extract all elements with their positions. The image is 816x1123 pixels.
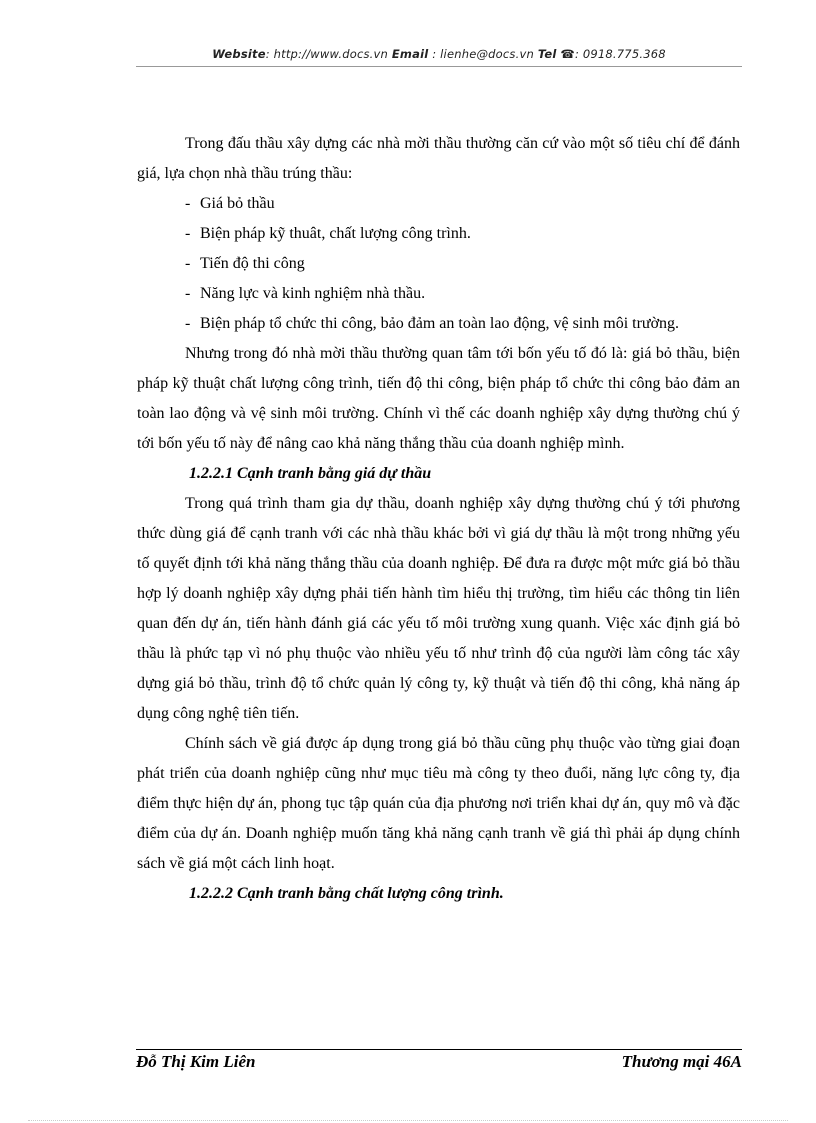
intro-paragraph: Trong đấu thầu xây dựng các nhà mời thầu thường căn cứ vào một số tiêu chí để đánh giá, lựa chọn nhà thầu trúng thầu: xyxy=(137,135,740,182)
email-value: : lienhe@docs.vn xyxy=(432,47,534,61)
footer-divider xyxy=(136,1049,742,1050)
header-divider xyxy=(136,66,742,67)
price-paragraph: Trong quá trình tham gia dự thầu, doanh nghiệp xây dựng thường chú ý tới phương thức dùng giá để cạnh tranh với các nhà thầu khác bởi vì giá dự thầu là một trong những yếu tố quyết định tới khả năng thắng thầu của doanh nghiệp. Để đưa ra được một mức giá bỏ thầu hợp lý doanh nghiệp xây dựng phải tiến hành tìm hiểu thị trường, tìm hiểu các thông tin liên quan đến dự án, tiến hành đánh giá các yếu tố môi trường xung quanh. Việc xác định giá bỏ thầu là phức tạp vì nó phụ thuộc vào nhiều yếu tố như trình độ của người làm công tác xây dựng giá bỏ thầu, trình độ tổ chức quản lý công ty, kỹ thuật và tiến độ thi công, khả năng áp dụng công nghệ tiên tiến. xyxy=(137,495,740,722)
focus-paragraph: Nhưng trong đó nhà mời thầu thường quan tâm tới bốn yếu tố đó là: giá bỏ thầu, biện pháp kỹ thuật chất lượng công trình, tiến độ thi công, biện pháp tổ chức thi công bảo đảm an toàn lao động và vệ sinh môi trường. Chính vì thế các doanh nghiệp xây dựng thường chú ý tới bốn yếu tố này để nâng cao khả năng thắng thầu của doanh nghiệp mình. xyxy=(137,345,740,452)
criteria-item: - Biện pháp kỹ thuât, chất lượng công trình. xyxy=(137,219,740,249)
tel-label: Tel xyxy=(537,47,557,61)
criteria-item: - Biện pháp tổ chức thi công, bảo đảm an toàn lao động, vệ sinh môi trường. xyxy=(137,309,740,339)
page-footer xyxy=(136,1052,742,1072)
website-label: Website xyxy=(212,47,266,61)
criteria-item: - Giá bỏ thầu xyxy=(137,189,740,219)
footer-author: Đỗ Thị Kim Liên xyxy=(136,1052,256,1071)
tel-value: : 0918.775.368 xyxy=(574,47,666,61)
section-heading: 1.2.2.1 Cạnh tranh bằng giá dự thầu xyxy=(189,465,432,482)
footer-class: Thương mại 46A xyxy=(621,1052,742,1071)
page-header xyxy=(136,47,742,61)
website-value: : http://www.docs.vn xyxy=(265,47,389,61)
bullet-dash-icon: - xyxy=(185,255,191,272)
phone-icon: ☎ xyxy=(560,47,575,61)
criteria-item: - Năng lực và kinh nghiệm nhà thầu. xyxy=(137,279,740,309)
bullet-dash-icon: - xyxy=(185,315,191,332)
email-label: Email xyxy=(391,47,429,61)
price-policy-paragraph: Chính sách về giá được áp dụng trong giá bỏ thầu cũng phụ thuộc vào từng giai đoạn phát triển của doanh nghiệp cũng như mục tiêu mà công ty theo đuổi, năng lực công ty, địa điểm thực hiện dự án, phong tục tập quán của địa phương nơi triển khai dự án, quy mô và đặc điểm của dự án. Doanh nghiệp muốn tăng khả năng cạnh tranh về giá thì phải áp dụng chính sách về giá một cách linh hoạt. xyxy=(137,735,740,872)
bullet-dash-icon: - xyxy=(185,285,191,302)
section-heading: 1.2.2.2 Cạnh tranh bằng chất lượng công trình. xyxy=(189,885,504,902)
bullet-dash-icon: - xyxy=(185,225,191,242)
page-bottom-edge xyxy=(28,1120,788,1121)
bullet-dash-icon: - xyxy=(185,195,191,212)
document-body xyxy=(137,129,740,909)
criteria-item: - Tiến độ thi công xyxy=(137,249,740,279)
